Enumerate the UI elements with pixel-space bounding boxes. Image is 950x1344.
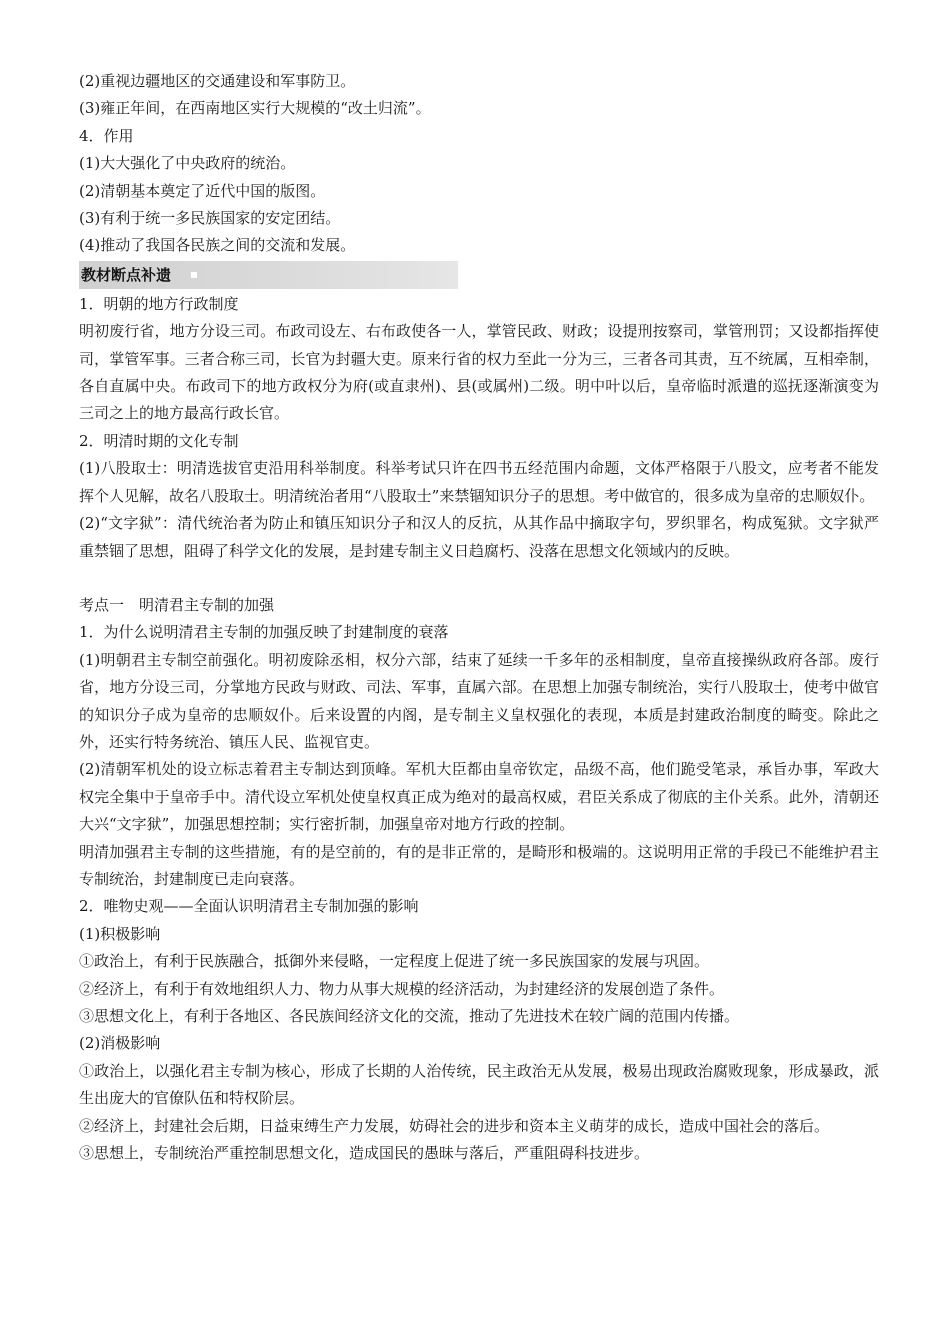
banner-label: 教材断点补遗: [81, 265, 172, 284]
paragraph: 明初废行省，地方分设三司。布政司设左、右布政使各一人，掌管民政、财政；设提刑按察司，掌管刑罚；又设都指挥使司，掌管军事。三者合称三司，长官为封疆大吏。原来行省的权力至此一分为三，三者各司其责，互不统属，互相牵制，各自直属中央。布政司下的地方政权分为府(或直隶州)、县(或属州)二级。明中叶以后，皇帝临时派遣的巡抚逐渐演变为三司之上的地方最高行政长官。: [79, 322, 879, 423]
square-marker-icon: [191, 272, 197, 278]
document-page: [79, 68, 879, 1167]
paragraph: 明清加强君主专制的这些措施，有的是空前的，有的是非正常的，是畸形和极端的。这说明用正常的手段已不能维护君主专制统治，封建制度已走向衰落。: [79, 842, 879, 888]
sub-heading: (1)积极影响: [79, 924, 161, 943]
list-item: ①政治上，有利于民族融合，抵御外来侵略，一定程度上促进了统一多民族国家的发展与巩固。: [79, 952, 710, 971]
text-line: (2)清朝基本奠定了近代中国的版图。: [79, 181, 326, 200]
list-item: ③思想文化上，有利于各地区、各民族间经济文化的交流，推动了先进技术在较广阔的范围内传播。: [79, 1007, 740, 1025]
paragraph: (2)清朝军机处的设立标志着君主专制达到顶峰。军机大臣都由皇帝钦定，品级不高，他们跪受笔录，承旨办事，军政大权完全集中于皇帝手中。清代设立军机处使皇权真正成为绝对的最高权威，君臣关系成了彻底的主仆关系。此外，清朝还大兴“文字狱”，加强思想控制；实行密折制，加强皇帝对地方行政的控制。: [79, 760, 879, 834]
supplement-section: [79, 291, 879, 565]
list-item: ①政治上，以强化君主专制为核心，形成了长期的人治传统，民主政治无从发展，极易出现政治腐败现象，形成暴政，派生出庞大的官僚队伍和特权阶层。: [79, 1061, 879, 1108]
question-heading: 1．为什么说明清君主专制的加强反映了封建制度的衰落: [79, 623, 449, 642]
text-line: (4)推动了我国各民族之间的交流和发展。: [79, 236, 356, 255]
list-item: ②经济上，封建社会后期，日益束缚生产力发展，妨碍社会的进步和资本主义萌芽的成长，造成中国社会的落后。: [79, 1116, 830, 1135]
paragraph: (1)八股取士：明清选拔官吏沿用科举制度。科举考试只许在四书五经范围内命题，文体严格限于八股文，应考者不能发挥个人见解，故名八股取士。明清统治者用“八股取士”来禁锢知识分子的思想。考中做官的，很多成为皇帝的忠顺奴仆。: [79, 459, 879, 505]
item-heading: 1．明朝的地方行政制度: [79, 294, 239, 313]
paragraph: (1)明朝君主专制空前强化。明初废除丞相，权分六部，结束了延续一千多年的丞相制度，皇帝直接操纵政府各部。废行省，地方分设三司，分掌地方民政与财政、司法、军事，直属六部。在思想上加强专制统治，实行八股取士，使考中做官的知识分子成为皇帝的忠顺奴仆。后来设置的内阁，是专制主义皇权强化的表现，本质是封建政治制度的畸变。除此之外，还实行特务统治、镇压人民、监视官吏。: [79, 650, 879, 751]
kaodian-section: [79, 592, 879, 1168]
sub-heading: (2)消极影响: [79, 1034, 161, 1053]
top-section: [79, 68, 879, 260]
item-heading: 2．明清时期的文化专制: [79, 431, 239, 450]
list-item: ②经济上，有利于有效地组织人力、物力从事大规模的经济活动，为封建经济的发展创造了条件。: [79, 979, 725, 998]
question-heading: 2．唯物史观——全面认识明清君主专制加强的影响: [79, 897, 419, 916]
text-line: (3)有利于统一多民族国家的安定团结。: [79, 209, 341, 228]
list-item: ③思想上，专制统治严重控制思想文化，造成国民的愚昧与落后，严重阻碍科技进步。: [79, 1144, 650, 1163]
kaodian-title: 考点一 明清君主专制的加强: [79, 595, 275, 614]
section-banner: [79, 261, 458, 289]
spacer: [79, 565, 879, 592]
text-line: (3)雍正年间，在西南地区实行大规模的“改土归流”。: [79, 99, 431, 118]
paragraph: (2)“文字狱”：清代统治者为防止和镇压知识分子和汉人的反抗，从其作品中摘取字句，罗织罪名，构成冤狱。文字狱严重禁锢了思想，阻碍了科学文化的发展，是封建专制主义日趋腐朽、没落在思想文化领域内的反映。: [79, 514, 879, 560]
text-line: (1)大大强化了中央政府的统治。: [79, 154, 296, 173]
section-heading: 4．作用: [79, 126, 134, 145]
text-line: (2)重视边疆地区的交通建设和军事防卫。: [79, 72, 356, 90]
